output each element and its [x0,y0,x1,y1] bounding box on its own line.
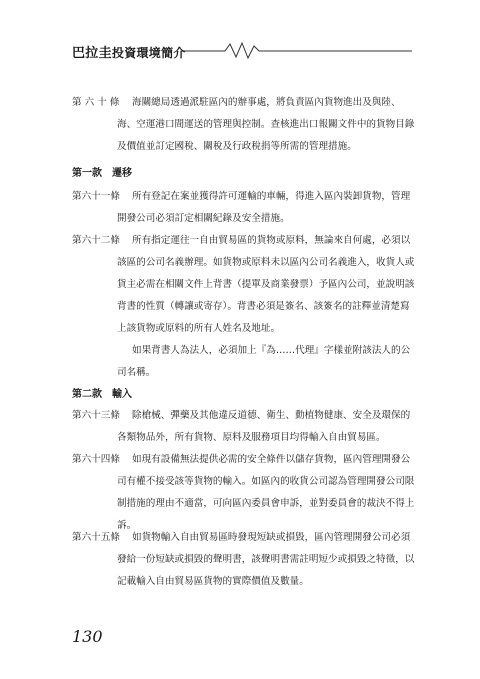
article-62 [72,230,422,384]
article-line: 該區的公司名義辦理。如貨物或原料未以區內公司名義進入，收貨人或 [117,257,415,268]
article-line: 制措施的理由不適當，可向區內委員會申訴，並對委員會的裁決不得上 [117,498,415,509]
page-number: 130 [72,627,103,646]
article-line: 發給一份短缺或損毀的聲明書，該聲明書需註明短少或損毀之特徵，以 [117,554,415,565]
article-65 [72,527,422,593]
article-61 [72,186,422,230]
article-number: 第六十四條 [72,454,120,465]
article-line: 背書的性質（轉讓或寄存）。背書必須是簽名、該簽名的註釋並清楚寫 [117,301,410,312]
article-line: 所有登記在案並獲得許可運輸的車輛，得進入區內裝卸貨物，管理 [132,191,411,202]
article-line: 海、空運港口間運送的管理與控制。查核進出口報關文件中的貨物目錄 [117,119,415,130]
article-number: 第 六 十 條 [72,97,120,108]
article-line: 如果背書人為法人，必須加上『為……代理』字樣並附該法人的公 [132,345,411,356]
article-number: 第六十五條 [72,532,120,543]
article-line: 開發公司必須訂定相關紀錄及安全措施。 [117,213,290,224]
article-line: 貨主必需在相關文件上背書（提單及商業發票）予區內公司，並說明該 [117,279,415,290]
section-heading: 第二款 輸入 [72,389,132,400]
article-number: 第六十二條 [72,235,120,246]
header-title: 巴拉圭投資環境簡介 [72,46,186,61]
article-60 [72,92,422,158]
article-line: 訴。 [117,520,137,531]
section-heading: 第一款 遷移 [72,168,132,179]
article-number: 第六十三條 [72,410,120,421]
article-line: 所有指定運往一自由貿易區的貨物或原料，無論來自何處，必須以 [132,235,411,246]
article-line: 如貨物輸入自由貿易區時發現短缺或損毀，區內管理開發公司必須 [132,532,411,543]
article-number: 第六十一條 [72,191,120,202]
article-line: 如現有設備無法提供必需的安全條件以儲存貨物，區內管理開發公 [132,454,411,465]
article-line: 及價值並訂定國稅、關稅及行政稅捐等所需的管理措施。 [117,141,357,152]
article-line: 上該貨物或原料的所有人姓名及地址。 [117,323,281,334]
article-line: 記載輸入自由貿易區貨物的實際價值及數量。 [117,576,309,587]
article-64 [72,449,422,537]
article-line: 司有權不接受該等貨物的輸入。如區內的收貨公司認為管理開發公司限 [117,476,415,487]
running-header [72,40,412,60]
article-line: 司名稱。 [117,367,156,378]
article-line: 除槍械、彈藥及其他違反道德、衛生、動植物健康、安全及環保的 [132,410,411,421]
article-63 [72,405,422,449]
article-line: 各類物品外，所有貨物、原料及服務項目均得輸入自由貿易區。 [117,432,386,443]
article-line: 海關總局透過派駐區內的辦事處，將負責區內貨物進出及與陸、 [132,97,401,108]
